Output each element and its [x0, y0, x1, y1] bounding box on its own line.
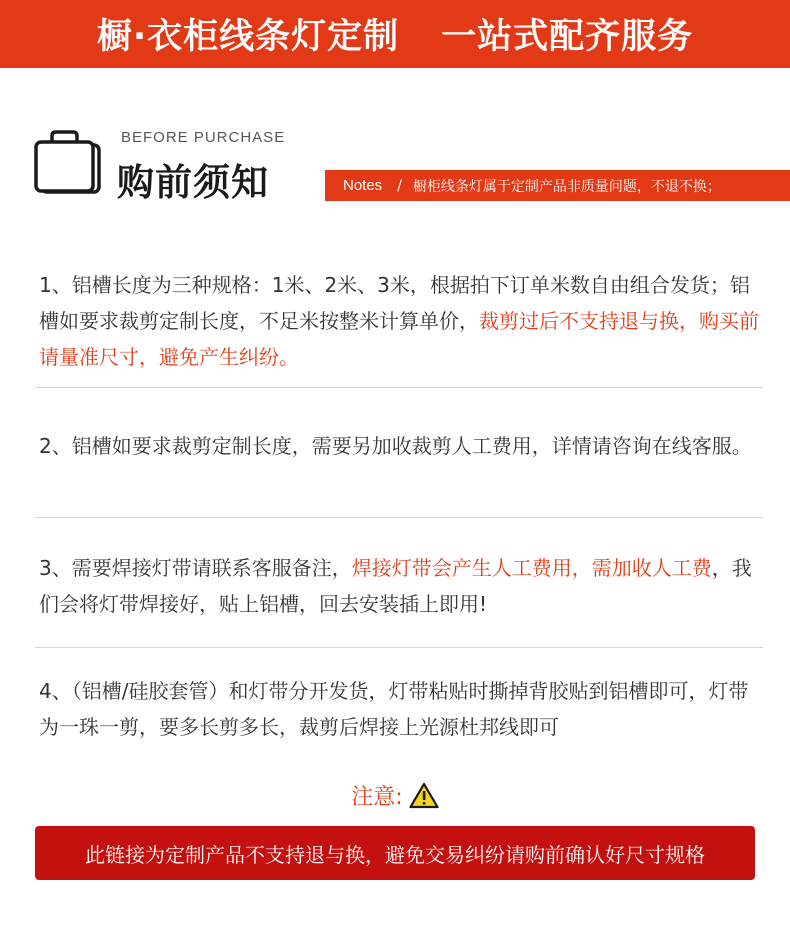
notice-text: 4、（铝槽/硅胶套管）和灯带分开发货，灯带粘贴时撕掉背胶贴到铝槽即可，灯带为一珠一剪，要多长剪多长，裁剪后焊接上光源杜邦线即可	[39, 679, 749, 739]
notes-label: Notes	[343, 177, 383, 194]
notice-tail: ，我们会将灯带焊接好，贴上铝槽，回去安装插上即用!	[39, 556, 752, 616]
top-banner	[0, 0, 790, 68]
custom-product-notice-bar	[35, 826, 755, 880]
notice-text: 1、铝槽长度为三种规格：1米、2米、3米，根据拍下订单米数自由组合发货；铝槽如要求裁剪定制长度，不足米按整米计算单价，	[39, 273, 750, 333]
notice-text: 2、铝槽如要求裁剪定制长度，需要另加收裁剪人工费用，详情请咨询在线客服。	[39, 434, 752, 458]
shopping-bag-icon	[33, 130, 103, 196]
banner-title-right: 一站式配齐服务	[441, 17, 694, 57]
section-title: 购前须知	[117, 161, 269, 204]
divider	[35, 517, 763, 518]
notice-highlight: 焊接灯带会产生人工费用，需加收人工费	[351, 556, 712, 580]
section-subtitle-en: BEFORE PURCHASE	[121, 129, 286, 146]
notice-item-4	[39, 673, 759, 745]
notice-item-1	[39, 267, 759, 375]
notice-item-3	[39, 550, 759, 622]
notice-text: 3、需要焊接灯带请联系客服备注，	[39, 556, 352, 580]
notice-highlight: 裁剪过后不支持退与换，购买前请量准尺寸，避免产生纠纷。	[39, 309, 759, 369]
banner-title-left: 橱·衣柜线条灯定制	[96, 17, 400, 57]
bottom-bar-text: 此链接为定制产品不支持退与换，避免交易纠纷请购前确认好尺寸规格	[85, 842, 705, 867]
caution-label	[0, 780, 790, 811]
divider	[35, 387, 763, 388]
notes-separator: /	[397, 177, 402, 194]
notes-text: 橱柜线条灯属于定制产品非质量问题，不退不换；	[412, 178, 721, 195]
notes-bar	[325, 170, 790, 201]
warning-icon	[409, 782, 439, 809]
notice-item-2	[39, 428, 759, 464]
caution-text: 注意:	[351, 785, 403, 810]
divider	[35, 647, 763, 648]
